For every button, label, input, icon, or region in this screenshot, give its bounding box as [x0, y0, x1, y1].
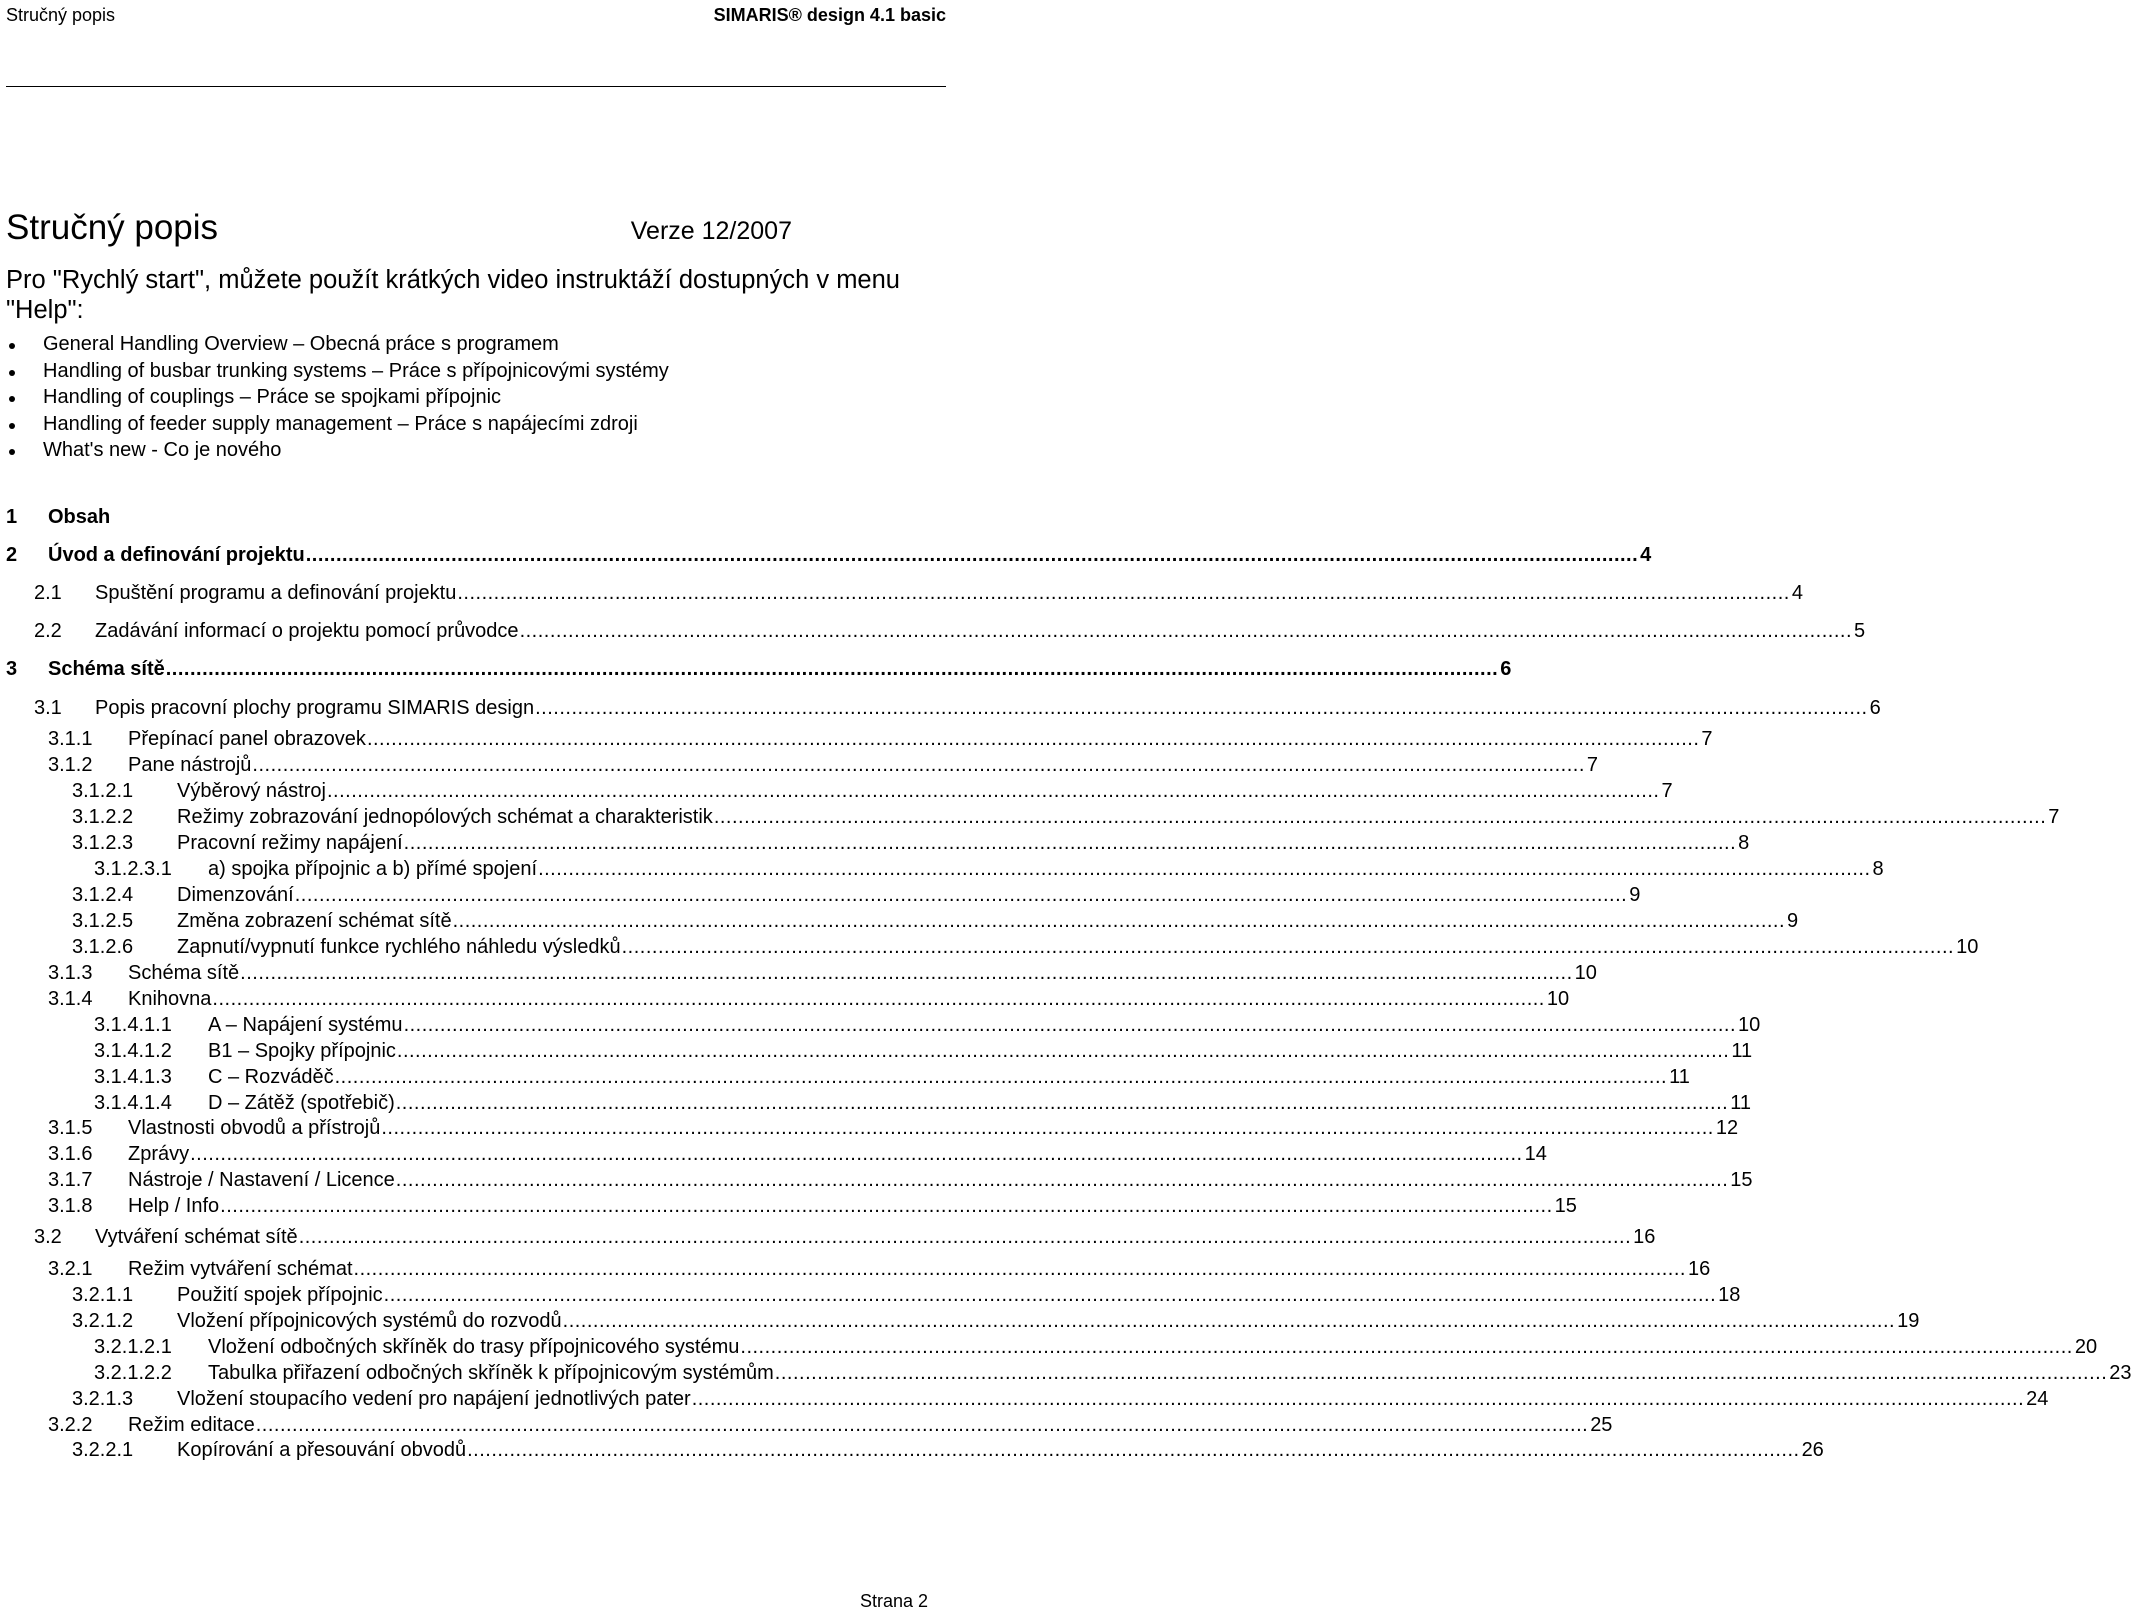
toc-dot-leader: ............................................................................................................................................................................................................................ [240, 962, 1573, 984]
toc-entry-page: 8 [1738, 832, 1750, 854]
toc-entry-number: 3.1.5 [48, 1117, 93, 1139]
toc-entry-number: 3.1.2.5 [72, 910, 134, 932]
toc-entry-number: 3.1.2.1 [72, 780, 134, 802]
toc-entry[interactable] [0, 778, 1673, 804]
toc-entry-number: 3.2 [34, 1226, 62, 1248]
toc-entry-title: Režim vytváření schémat [128, 1258, 353, 1280]
toc-entry-number: 3.2.1 [48, 1258, 93, 1280]
toc-entry-number: 3.1.1 [48, 728, 93, 750]
toc-dot-leader: ............................................................................................................................................................................................................................ [535, 697, 1868, 719]
toc-entry[interactable] [0, 908, 1799, 934]
toc-dot-leader: ............................................................................................................................................................................................................................ [562, 1310, 1896, 1332]
toc-entry-page: 24 [2026, 1388, 2049, 1410]
toc-entry[interactable] [0, 1167, 1753, 1193]
toc-entry-title-row [128, 960, 1597, 986]
toc-entry-number: 3.2.2.1 [72, 1439, 134, 1461]
toc-entry[interactable] [0, 618, 1866, 644]
toc-entry-number: 3.2.1.1 [72, 1284, 134, 1306]
toc-entry-page: 9 [1787, 910, 1799, 932]
toc-entry-title: Režimy zobrazování jednopólových schémat a charakteristik [177, 806, 713, 828]
toc-entry-title: Pane nástrojů [128, 754, 252, 776]
toc-entry-title-row [208, 1090, 1751, 1116]
toc-dot-leader: ............................................................................................................................................................................................................................ [298, 1226, 1632, 1248]
toc-entry-title: Nástroje / Nastavení / Licence [128, 1169, 395, 1191]
toc-entry[interactable] [0, 1064, 1690, 1090]
toc-entry-number: 3.2.1.2 [72, 1310, 134, 1332]
toc-entry-page: 15 [1554, 1195, 1577, 1217]
toc-entry-number: 3.1.4 [48, 988, 93, 1010]
toc-entry[interactable] [0, 542, 1652, 568]
toc-dot-leader: ............................................................................................................................................................................................................................ [165, 658, 1499, 680]
toc-dot-leader: ............................................................................................................................................................................................................................ [383, 1284, 1717, 1306]
toc-entry-title: Zprávy [128, 1143, 190, 1165]
toc-entry-number: 3.1.4.1.2 [94, 1040, 172, 1062]
toc-entry[interactable] [0, 986, 1570, 1012]
toc-entry-page: 20 [2074, 1336, 2098, 1358]
toc-entry[interactable] [0, 882, 1641, 908]
toc-entry-page: 6 [1869, 697, 1881, 719]
toc-entry-title: Zadávání informací o projektu pomocí průvodce [95, 620, 519, 642]
toc-dot-leader: ............................................................................................................................................................................................................................ [403, 1014, 1737, 1036]
toc-entry-page: 7 [1661, 780, 1673, 802]
toc-entry-page: 23 [2109, 1362, 2132, 1384]
toc-entry-number: 3.1.2.3 [72, 832, 134, 854]
toc-entry-title: Přepínací panel obrazovek [128, 728, 366, 750]
toc-entry-page: 25 [1590, 1414, 1613, 1436]
toc-entry-title: A – Napájení systému [208, 1014, 403, 1036]
toc-dot-leader: ............................................................................................................................................................................................................................ [538, 858, 1871, 880]
toc-entry[interactable] [0, 752, 1599, 778]
toc-entry[interactable] [0, 580, 1803, 606]
toc-entry-title-row [177, 1308, 1920, 1334]
toc-entry-title: Help / Info [128, 1195, 220, 1217]
toc-entry-number: 3.1.4.1.3 [94, 1066, 172, 1088]
toc-entry-page: 10 [1738, 1014, 1761, 1036]
toc-entry-title-row [177, 778, 1673, 804]
toc-entry-number: 3 [6, 658, 18, 680]
toc-entry-title-row [177, 830, 1750, 856]
toc-entry-title-row [208, 1038, 1753, 1064]
toc-entry[interactable] [0, 1437, 1824, 1463]
toc-entry-title-row [128, 1167, 1753, 1193]
toc-dot-leader: ............................................................................................................................................................................................................................ [381, 1117, 1714, 1139]
list-item-text: General Handling Overview – Obecná práce s programem [43, 333, 559, 355]
toc-entry-title-row [177, 1437, 1824, 1463]
toc-dot-leader: ............................................................................................................................................................................................................................ [457, 582, 1790, 604]
toc-dot-leader: ............................................................................................................................................................................................................................ [305, 544, 1639, 566]
toc-entry-title-row [128, 986, 1570, 1012]
toc-entry-page: 10 [1956, 936, 1979, 958]
toc-entry-title: Vložení přípojnicových systémů do rozvodů [177, 1310, 562, 1332]
toc-entry-page: 4 [1791, 582, 1803, 604]
toc-entry-page: 7 [2048, 806, 2060, 828]
toc-dot-leader: ............................................................................................................................................................................................................................ [212, 988, 1545, 1010]
toc-entry-number: 3.2.1.2.2 [94, 1362, 172, 1384]
toc-entry-page: 7 [1701, 728, 1713, 750]
toc-entry[interactable] [0, 1038, 1753, 1064]
toc-entry-page: 16 [1633, 1226, 1656, 1248]
toc-entry-number: 2.2 [34, 620, 62, 642]
toc-entry[interactable] [0, 960, 1597, 986]
list-item-text: Handling of feeder supply management – Práce s napájecími zdroji [43, 412, 638, 435]
toc-entry-title-row [177, 1386, 2049, 1412]
toc-dot-leader: ............................................................................................................................................................................................................................ [353, 1258, 1686, 1280]
toc-entry-title: B1 – Spojky přípojnic [208, 1040, 396, 1062]
list-item-text: Handling of couplings – Práce se spojkami přípojnic [43, 386, 502, 408]
toc-entry-title-row [208, 1012, 1761, 1038]
list-item-text: Handling of busbar trunking systems – Práce s přípojnicovými systémy [43, 359, 669, 382]
toc-entry-title: Spuštění programu a definování projektu [95, 582, 457, 604]
toc-entry-title: Použití spojek přípojnic [177, 1284, 383, 1306]
header-left: Stručný popis [6, 4, 116, 25]
toc-entry[interactable] [0, 1386, 2049, 1412]
toc-entry-number: 3.1.6 [48, 1143, 93, 1165]
toc-dot-leader: ............................................................................................................................................................................................................................ [396, 1040, 1730, 1062]
toc-entry-title-row [95, 580, 1803, 606]
toc-entry[interactable] [0, 1334, 2098, 1360]
toc-entry-page: 7 [1586, 754, 1599, 776]
toc-entry[interactable] [0, 504, 960, 530]
toc-entry-number: 3.1.7 [48, 1169, 93, 1191]
toc-entry-title-row [177, 1282, 1741, 1308]
toc-entry-number: 3.1.4.1.1 [94, 1014, 172, 1036]
toc-entry-title: Úvod a definování projektu [48, 544, 305, 566]
toc-entry[interactable] [0, 1115, 1739, 1141]
toc-entry-number: 3.1.8 [48, 1195, 93, 1217]
toc-entry-title: D – Zátěž (spotřebič) [208, 1092, 395, 1114]
version-label: Verze 12/2007 [630, 217, 792, 245]
toc-entry-number: 3.1.2.4 [72, 884, 134, 906]
toc-entry-page: 14 [1524, 1143, 1547, 1165]
toc-entry-title-row [128, 1193, 1577, 1219]
toc-entry-title: Knihovna [128, 988, 212, 1010]
toc-entry-title: Kopírování a přesouvání obvodů [177, 1439, 467, 1461]
header-right: SIMARIS® design 4.1 basic [713, 4, 946, 25]
toc-entry-title: Obsah [48, 506, 111, 528]
toc-entry-title-row [95, 618, 1866, 644]
toc-entry-number: 3.1 [34, 697, 62, 719]
toc-dot-leader: ............................................................................................................................................................................................................................ [294, 884, 1628, 906]
toc-entry-title: Dimenzování [177, 884, 294, 906]
toc-dot-leader: ............................................................................................................................................................................................................................ [467, 1439, 1800, 1461]
toc-entry-page: 11 [1669, 1066, 1690, 1088]
toc-entry-page: 10 [1546, 988, 1570, 1010]
toc-entry-page: 9 [1629, 884, 1641, 906]
toc-entry-page: 11 [1731, 1040, 1753, 1062]
toc-entry[interactable] [0, 1360, 2132, 1386]
toc-entry-page: 26 [1801, 1439, 1824, 1461]
toc-entry-title: Tabulka přiřazení odbočných skříněk k přípojnicovým systémům [208, 1362, 774, 1384]
toc-entry-number: 2 [6, 544, 18, 566]
toc-entry[interactable] [0, 934, 1979, 960]
toc-entry-title: C – Rozváděč [208, 1066, 334, 1088]
toc-entry-page: 18 [1718, 1284, 1741, 1306]
toc-entry-number: 3.1.2.6 [72, 936, 134, 958]
toc-entry-page: 4 [1640, 544, 1652, 566]
toc-dot-leader: ............................................................................................................................................................................................................................ [395, 1092, 1729, 1114]
toc-entry-number: 3.2.1.2.1 [94, 1336, 172, 1358]
toc-entry-number: 3.1.2.2 [72, 806, 134, 828]
intro-text: Pro "Rychlý start", můžete použít krátkých video instruktáží dostupných v menu "Help": [6, 266, 900, 324]
toc-entry-title: Schéma sítě [128, 962, 240, 984]
toc-entry[interactable] [0, 656, 1512, 682]
toc-entry-title-row [208, 1360, 2132, 1386]
toc-entry-page: 6 [1500, 658, 1512, 680]
toc-entry-number: 3.2.1.3 [72, 1388, 134, 1410]
page-number: Strana 2 [859, 1591, 928, 1611]
toc-entry-page: 8 [1872, 858, 1884, 880]
toc-entry-title: Výběrový nástroj [177, 780, 326, 802]
toc-entry-title: Vložení odbočných skříněk do trasy přípojnicového systému [208, 1336, 740, 1358]
toc-entry-title-row [208, 1334, 2098, 1360]
toc-entry-number: 3.1.4.1.4 [94, 1092, 172, 1114]
toc-dot-leader: ............................................................................................................................................................................................................................ [220, 1195, 1553, 1217]
toc-entry-page: 10 [1574, 962, 1597, 984]
toc-entry-title: Vložení stoupacího vedení pro napájení jednotlivých pater [177, 1388, 691, 1410]
toc-entry-title-row [177, 934, 1979, 960]
toc-entry-title-row [95, 1224, 1656, 1250]
toc-dot-leader: ............................................................................................................................................................................................................................ [713, 806, 2047, 828]
toc-entry-number: 3.2.2 [48, 1414, 93, 1436]
toc-entry[interactable] [0, 1224, 1656, 1250]
toc-entry-title-row [177, 804, 2060, 830]
list-item-text: What's new - Co je nového [43, 439, 282, 461]
toc-entry-title-row [128, 1115, 1739, 1141]
toc-entry-title: Režim editace [128, 1414, 255, 1436]
toc-entry-title-row [128, 1412, 1613, 1438]
toc-dot-leader: ............................................................................................................................................................................................................................ [366, 728, 1700, 750]
toc-entry-title-row [48, 542, 1652, 568]
toc-dot-leader: ............................................................................................................................................................................................................................ [255, 1414, 1589, 1436]
toc-entry[interactable] [0, 1256, 1711, 1282]
toc-entry-number: 3.1.2.3.1 [94, 858, 172, 880]
toc-entry-title: Vlastnosti obvodů a přístrojů [128, 1117, 381, 1139]
toc-dot-leader: ............................................................................................................................................................................................................................ [452, 910, 1786, 932]
toc-entry-page: 19 [1897, 1310, 1920, 1332]
toc-entry[interactable] [0, 726, 1713, 752]
toc-entry-number: 2.1 [34, 582, 62, 604]
toc-dot-leader: ............................................................................................................................................................................................................................ [691, 1388, 2025, 1410]
toc-entry-title: Pracovní režimy napájení [177, 832, 403, 854]
toc-dot-leader: ............................................................................................................................................................................................................................ [621, 936, 1955, 958]
toc-entry-title-row [128, 752, 1599, 778]
toc-entry-page: 5 [1854, 620, 1866, 642]
toc-entry-title: a) spojka přípojnic a b) přímé spojení [208, 858, 538, 880]
toc-entry-title-row [128, 726, 1713, 752]
toc-entry-page: 12 [1715, 1117, 1739, 1139]
toc-entry-title: Zapnutí/vypnutí funkce rychlého náhledu výsledků [177, 936, 621, 958]
toc-entry[interactable] [0, 830, 1750, 856]
toc-dot-leader: ............................................................................................................................................................................................................................ [334, 1066, 1668, 1088]
toc-entry[interactable] [0, 695, 1881, 721]
toc-entry[interactable] [0, 1412, 1613, 1438]
toc-entry-title-row [95, 695, 1881, 721]
toc-entry-title-row [128, 1256, 1711, 1282]
toc-entry[interactable] [0, 1141, 1547, 1167]
toc-entry-number: 3.1.2 [48, 754, 93, 776]
toc-dot-leader: ............................................................................................................................................................................................................................ [395, 1169, 1729, 1191]
toc-entry[interactable] [0, 1012, 1761, 1038]
toc-dot-leader: ............................................................................................................................................................................................................................ [403, 832, 1737, 854]
toc-entry-page: 15 [1730, 1169, 1753, 1191]
toc-entry-title-row [208, 856, 1884, 882]
toc-entry[interactable] [0, 1308, 1920, 1334]
toc-entry-number: 1 [6, 506, 18, 528]
toc-entry-title-row [128, 1141, 1547, 1167]
toc-dot-leader: ............................................................................................................................................................................................................................ [774, 1362, 2108, 1384]
toc-entry-number: 3.1.3 [48, 962, 93, 984]
toc-dot-leader: ............................................................................................................................................................................................................................ [519, 620, 1853, 642]
page-title: Stručný popis [6, 208, 219, 247]
toc-entry-title: Popis pracovní plochy programu SIMARIS design [95, 697, 535, 719]
toc-dot-leader: ............................................................................................................................................................................................................................ [252, 754, 1585, 776]
toc-entry[interactable] [0, 804, 2060, 830]
toc-dot-leader: ............................................................................................................................................................................................................................ [326, 780, 1660, 802]
toc-dot-leader: ............................................................................................................................................................................................................................ [190, 1143, 1523, 1165]
toc-entry-page: 16 [1687, 1258, 1711, 1280]
toc-entry-title-row [48, 656, 1512, 682]
toc-entry[interactable] [0, 1193, 1577, 1219]
toc-entry-title-row [177, 882, 1641, 908]
toc-entry-title-row [48, 504, 932, 530]
toc-dot-leader: ............................................................................................................................................................................................................................ [740, 1336, 2073, 1358]
toc-entry-title: Schéma sítě [48, 658, 165, 680]
toc-entry-title: Změna zobrazení schémat sítě [177, 910, 452, 932]
toc-entry[interactable] [0, 1282, 1741, 1308]
toc-entry-title-row [208, 1064, 1690, 1090]
toc-entry-title: Vytváření schémat sítě [95, 1226, 298, 1248]
toc-entry-page: 11 [1730, 1092, 1751, 1114]
toc-entry[interactable] [0, 1090, 1751, 1116]
toc-entry[interactable] [0, 856, 1884, 882]
toc-entry-title-row [177, 908, 1799, 934]
